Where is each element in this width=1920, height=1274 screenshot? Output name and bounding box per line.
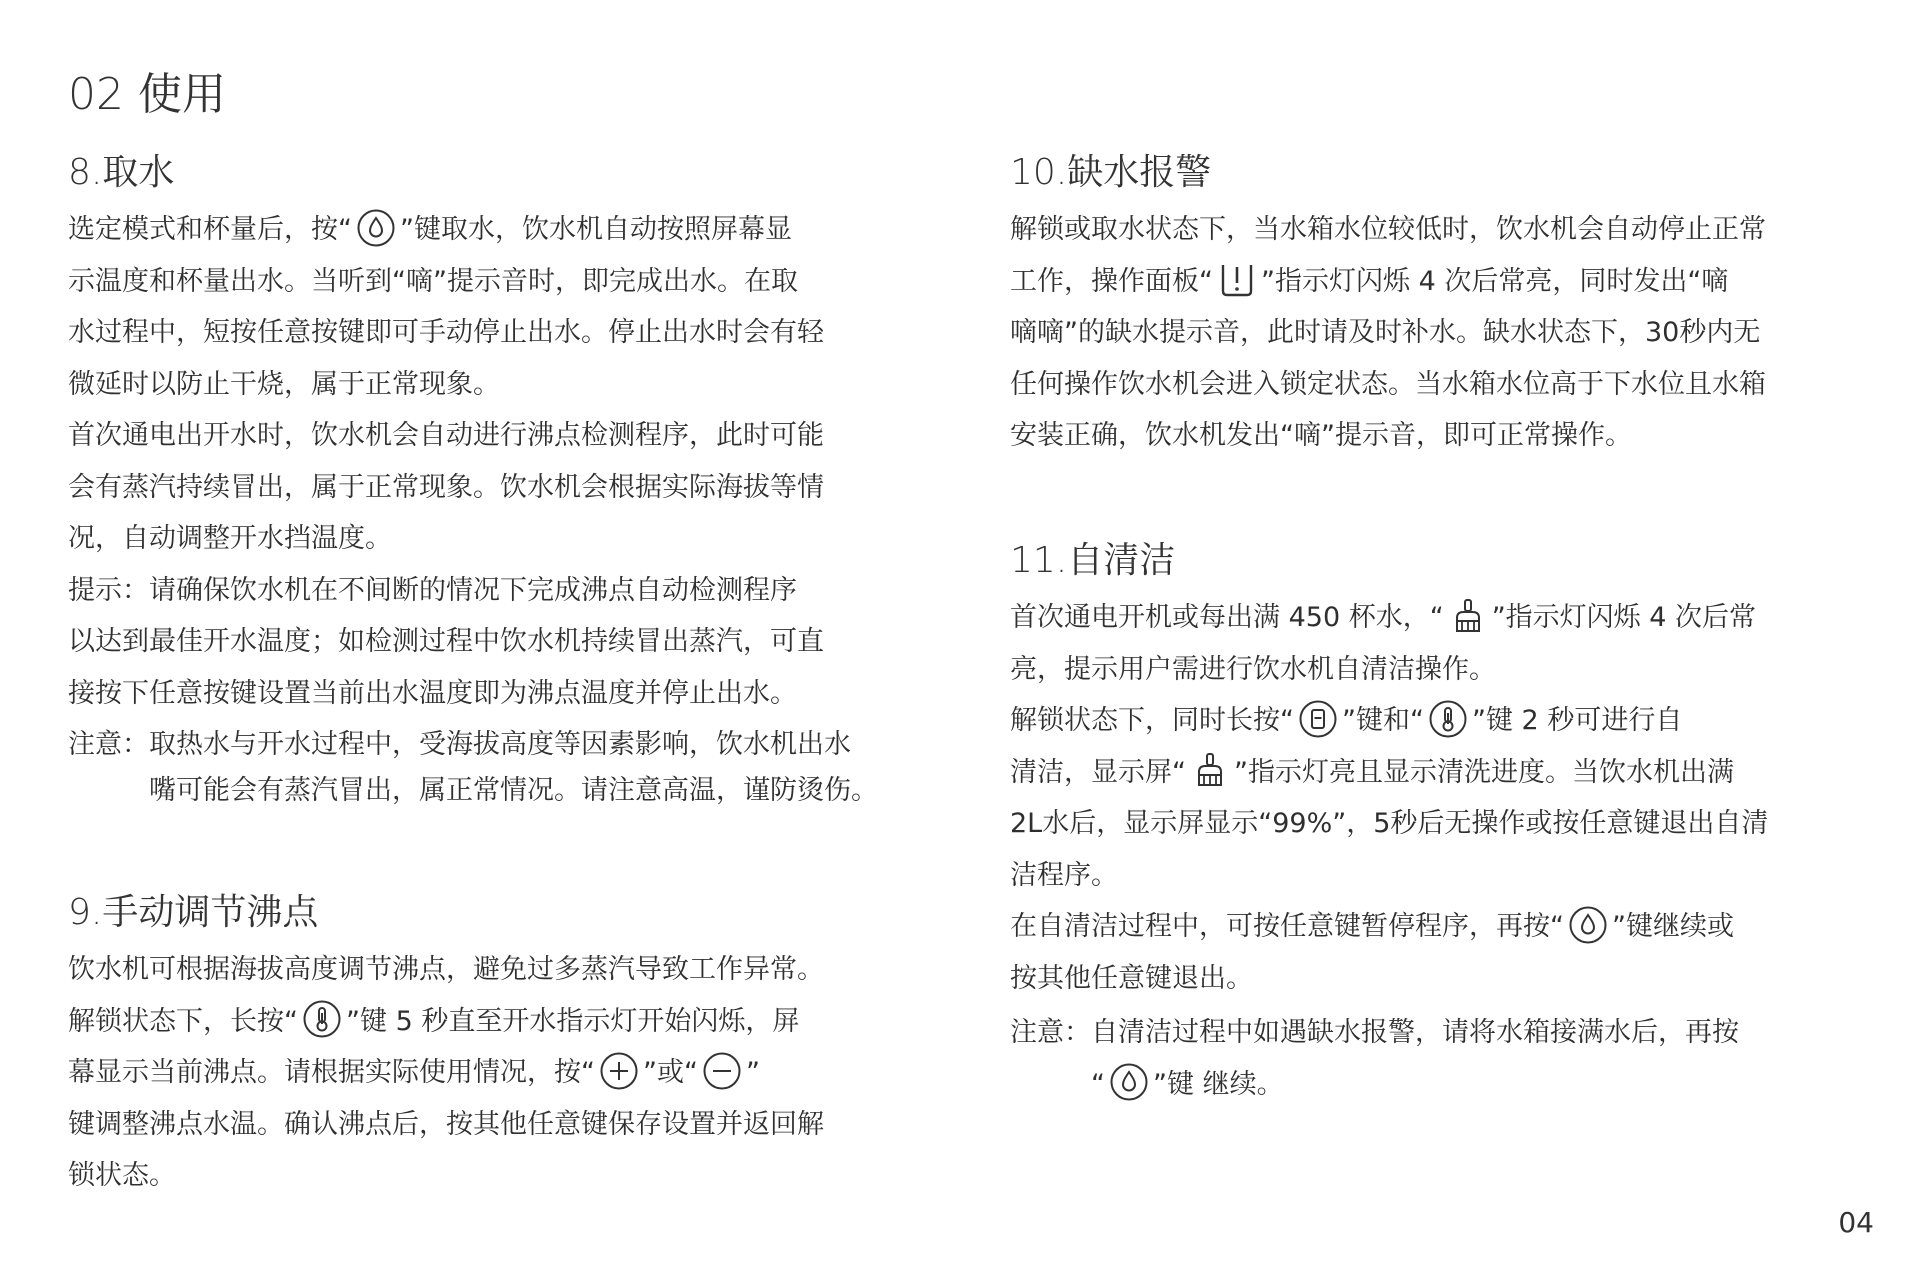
text-line: 嘴可能会有蒸汽冒出，属正常情况。请注意高温，谨防烫伤。 — [149, 775, 878, 806]
paragraph — [1010, 901, 1910, 1004]
text-segment: “ — [1091, 1068, 1105, 1100]
text-line: 示温度和杯量出水。当听到“嘀”提示音时，即完成出水。在取 — [68, 265, 798, 297]
text-line: 自清洁过程中如遇缺水报警，请将水箱接满水后，再按 — [1091, 1017, 1739, 1048]
text-line: 会有蒸汽持续冒出，属于正常现象。饮水机会根据实际海拔等情 — [68, 471, 824, 503]
tip-paragraph — [68, 565, 968, 720]
thermometer-icon — [1428, 699, 1468, 739]
text-segment: 解锁状态下，长按“ — [68, 1005, 298, 1037]
text-segment: ”键取水，饮水机自动按照屏幕显 — [400, 214, 792, 245]
water-shortage-icon — [1217, 259, 1257, 299]
text-line: 2L水后，显示屏显示“99%”，5秒后无操作或按任意键退出自清 — [1010, 808, 1769, 839]
page-number: 04 — [1838, 1206, 1874, 1239]
text-segment: 清洁，显示屏“ — [1010, 756, 1186, 788]
text-line: 接按下任意按键设置当前出水温度即为沸点温度并停止出水。 — [68, 677, 797, 709]
note-label: 注意： — [68, 729, 149, 760]
section-title: 8.取水 — [68, 152, 175, 193]
plus-icon — [599, 1051, 639, 1091]
text-line: 饮水机可根据海拔高度调节沸点，避免过多蒸汽导致工作异常。 — [68, 954, 824, 985]
text-line: 锁状态。 — [68, 1160, 176, 1191]
text-line: 洁程序。 — [1010, 859, 1118, 891]
text-segment: ” — [745, 1057, 760, 1088]
section-self-cleaning — [1010, 530, 1910, 1110]
cleaning-brush-icon — [1190, 750, 1230, 790]
text-line: 水过程中，短按任意按键即可手动停止出水。停止出水时会有轻 — [68, 317, 824, 348]
text-line: 取热水与开水过程中，受海拔高度等因素影响，饮水机出水 — [149, 729, 851, 760]
text-segment: ”键继续或 — [1612, 911, 1734, 942]
text-segment: 在自清洁过程中，可按任意键暂停程序，再按“ — [1010, 911, 1564, 942]
text-segment: ”键 2 秒可进行自 — [1471, 705, 1683, 736]
text-segment: ”指示灯闪烁 4 次后常亮，同时发出“嘀 — [1261, 265, 1729, 297]
text-segment: 选定模式和杯量后，按“ — [68, 214, 352, 245]
text-segment: ”或“ — [643, 1057, 698, 1088]
text-segment: ”指示灯闪烁 4 次后常 — [1491, 602, 1757, 633]
text-line: 微延时以防止干烧，属于正常现象。 — [68, 368, 500, 400]
text-line: 首次通电出开水时，饮水机会自动进行沸点检测程序，此时可能 — [68, 420, 824, 451]
text-line: 提示：请确保饮水机在不间断的情况下完成沸点自动检测程序 — [68, 574, 797, 606]
text-line: 解锁或取水状态下，当水箱水位较低时，饮水机会自动停止正常 — [1010, 214, 1766, 245]
paragraph — [1010, 695, 1910, 901]
section-title: 11.自清洁 — [1010, 540, 1176, 581]
text-segment: ”键 5 秒直至开水指示灯开始闪烁，屏 — [346, 1005, 800, 1037]
text-line: 任何操作饮水机会进入锁定状态。当水箱水位高于下水位且水箱 — [1010, 368, 1766, 400]
text-segment: 首次通电开机或每出满 450 杯水，“ — [1010, 602, 1444, 633]
water-drop-icon — [1568, 905, 1608, 945]
text-line: 亮，提示用户需进行饮水机自清洁操作。 — [1010, 653, 1496, 685]
section-title: 9.手动调节沸点 — [68, 892, 319, 933]
paragraph — [1010, 204, 1910, 462]
minus-icon — [702, 1051, 742, 1091]
text-line: 嘀嘀”的缺水提示音，此时请及时补水。缺水状态下，30秒内无 — [1010, 317, 1761, 348]
text-line: 安装正确，饮水机发出“嘀”提示音，即可正常操作。 — [1010, 420, 1632, 451]
tank-icon — [1298, 699, 1338, 739]
paragraph — [68, 944, 968, 1202]
water-drop-icon — [1109, 1062, 1149, 1102]
note-label: 注意： — [1010, 1017, 1091, 1048]
note-paragraph — [68, 722, 968, 814]
section-manual-boiling-point — [68, 882, 968, 1202]
paragraph — [1010, 592, 1910, 695]
cleaning-brush-icon — [1448, 596, 1488, 636]
paragraph — [68, 410, 968, 565]
thermometer-icon — [302, 999, 342, 1039]
paragraph — [68, 204, 968, 410]
text-segment: ”键 继续。 — [1153, 1068, 1284, 1100]
section-fetch-water — [68, 142, 968, 814]
text-line: 以达到最佳开水温度；如检测过程中饮水机持续冒出蒸汽，可直 — [68, 626, 824, 657]
text-segment: ”键和“ — [1342, 705, 1424, 736]
note-paragraph — [1010, 1007, 1910, 1110]
page-title: 02 使用 — [68, 69, 226, 120]
text-segment: 幕显示当前沸点。请根据实际使用情况，按“ — [68, 1057, 595, 1088]
text-line: 键调整沸点水温。确认沸点后，按其他任意键保存设置并返回解 — [68, 1108, 824, 1140]
water-drop-icon — [356, 208, 396, 248]
text-segment: 解锁状态下，同时长按“ — [1010, 705, 1294, 736]
text-line: 按其他任意键退出。 — [1010, 962, 1253, 994]
section-water-shortage-alarm — [1010, 142, 1910, 462]
text-segment: 工作，操作面板“ — [1010, 265, 1213, 297]
text-segment: ”指示灯亮且显示清洗进度。当饮水机出满 — [1234, 756, 1734, 788]
text-line: 况，自动调整开水挡温度。 — [68, 523, 392, 554]
section-title: 10.缺水报警 — [1010, 152, 1212, 193]
